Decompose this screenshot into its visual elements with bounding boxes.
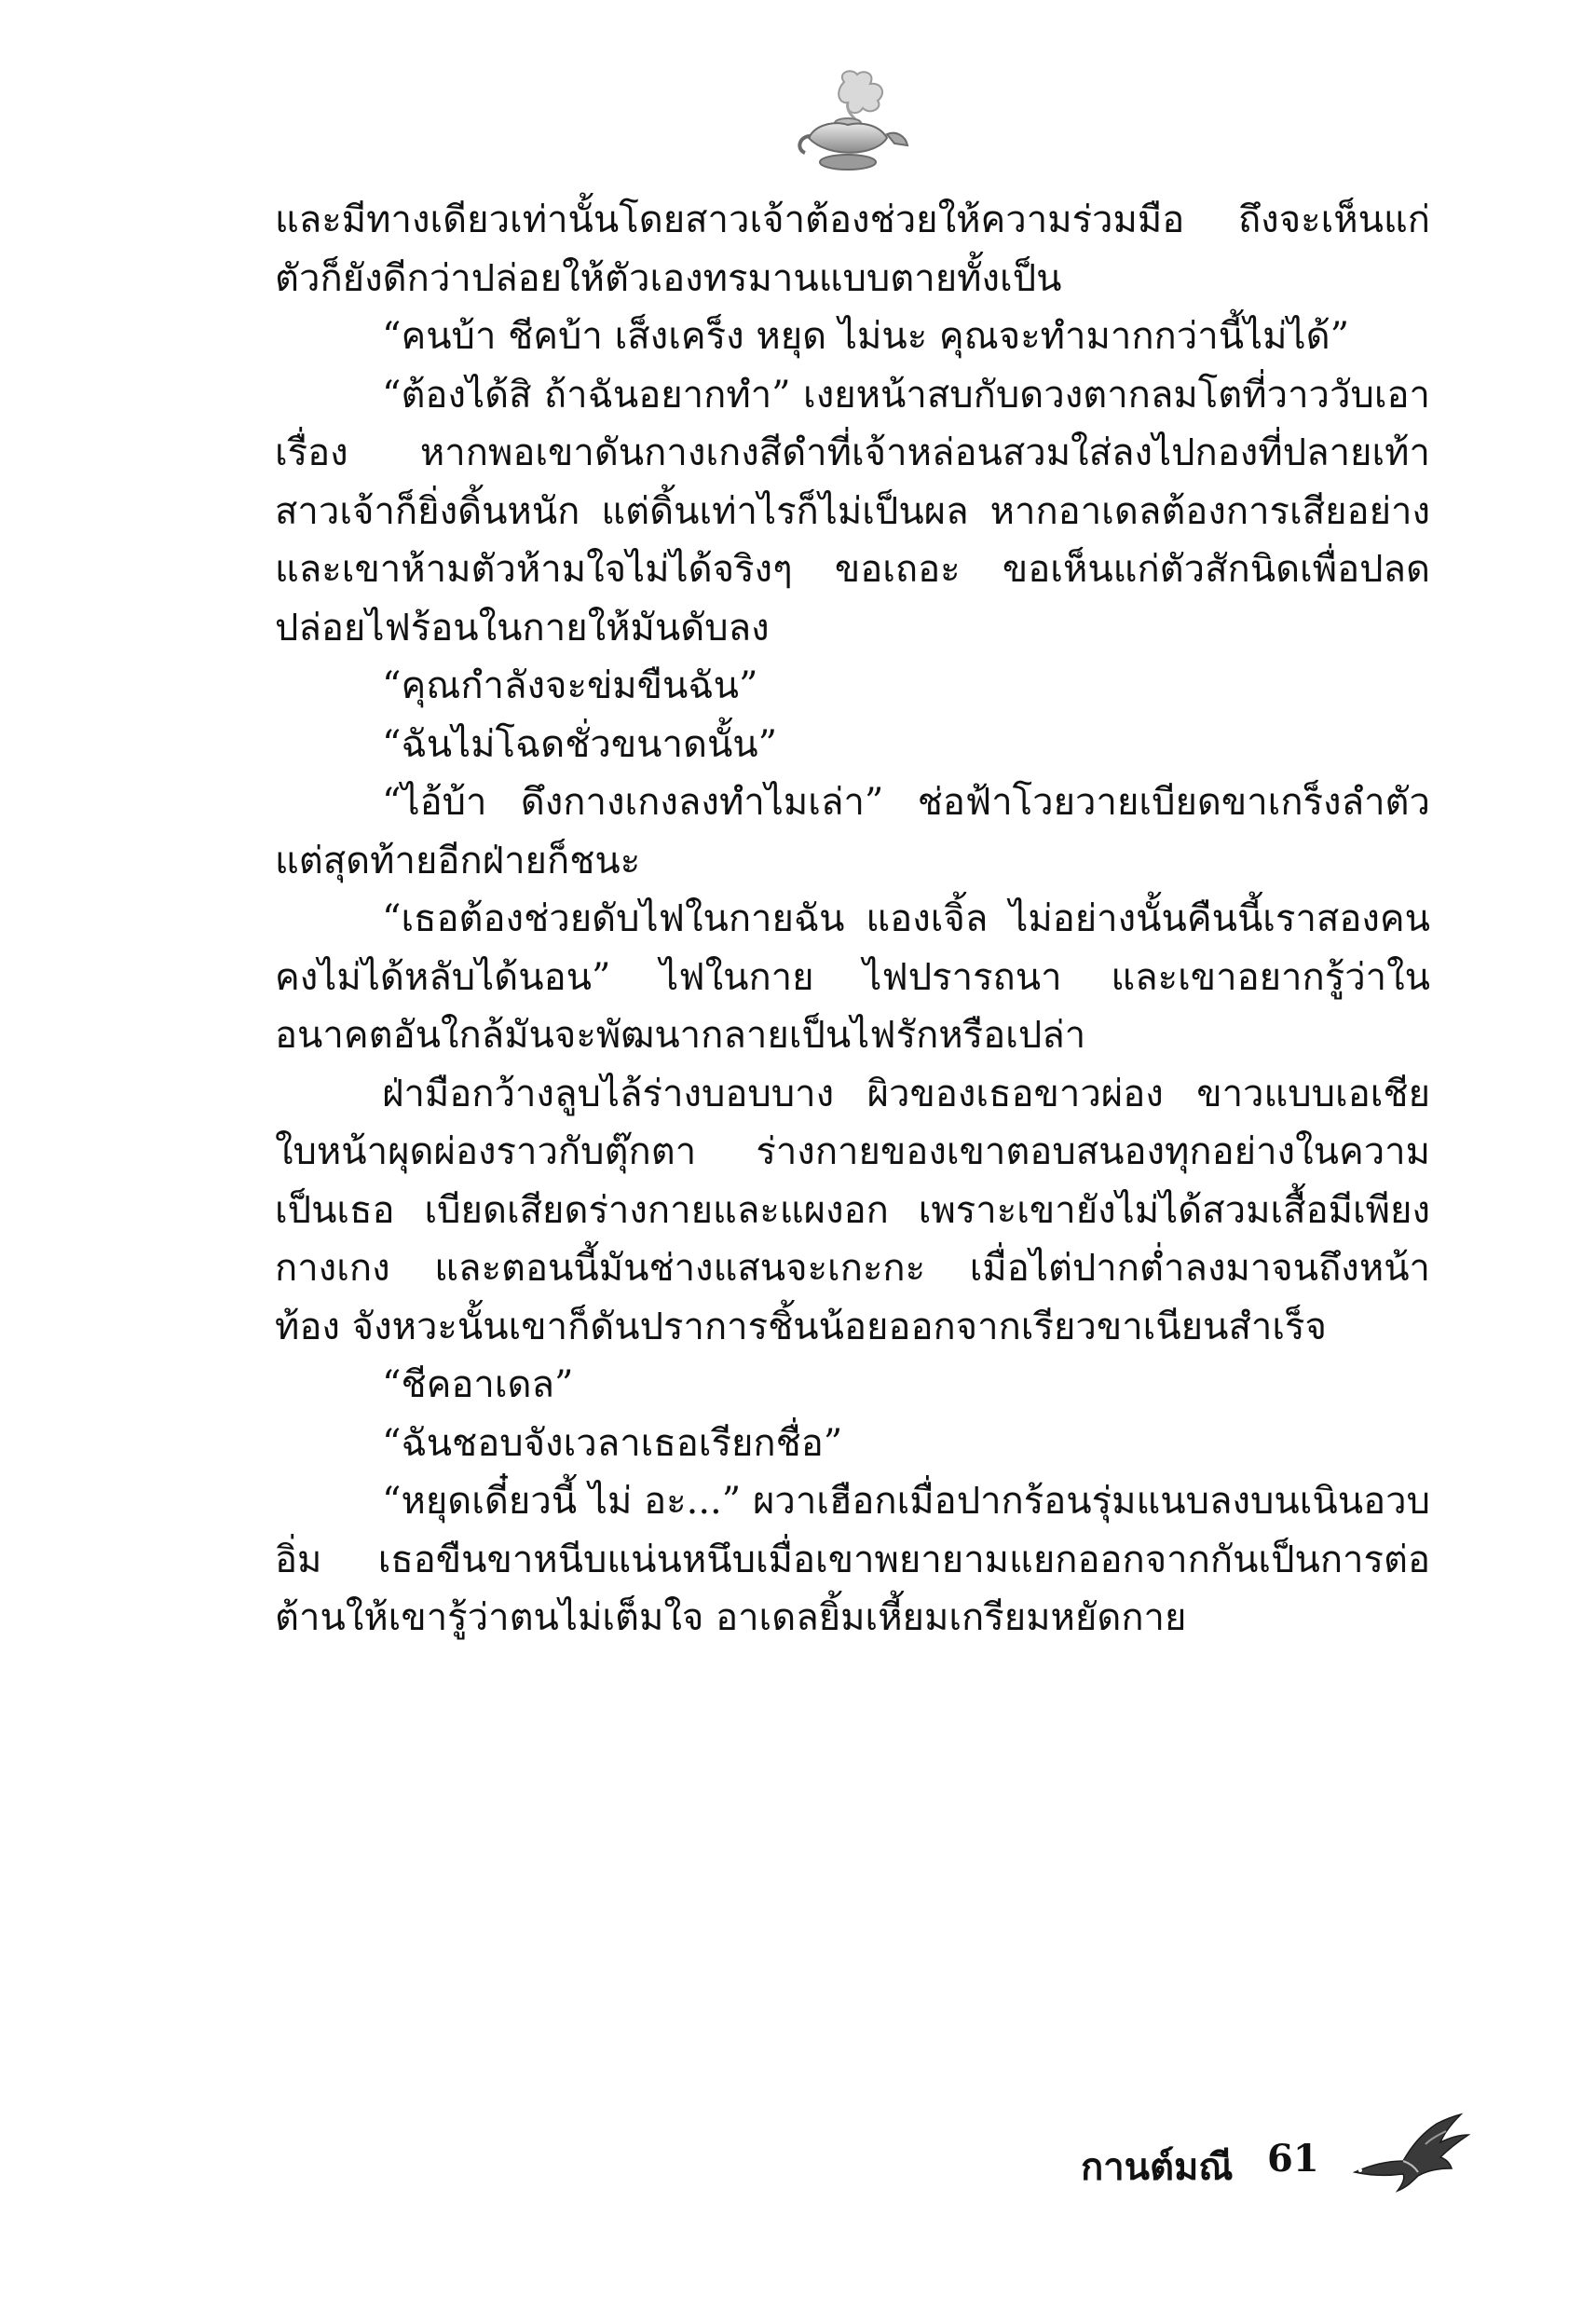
page-number: 61	[1267, 2137, 1319, 2181]
eagle-icon	[1351, 2111, 1472, 2204]
body-text	[275, 191, 1430, 1648]
paragraph: “คนบ้า ชีคบ้า เส็งเคร็ง หยุด ไม่นะ คุณจะทำมากกว่านี้ไม่ได้”	[382, 315, 1350, 358]
paragraph: “ไอ้บ้า ดึงกางเกงลงทำไมเล่า” ช่อฟ้าโวยวายเบียดขาเกร็งลำตัวแต่สุดท้ายอีกฝ่ายก็ชนะ	[275, 781, 1430, 882]
author-name: กานต์มณี	[1081, 2145, 1234, 2189]
paragraph: “เธอต้องช่วยดับไฟในกายฉัน แองเจิ้ล ไม่อย่างนั้นคืนนี้เราสองคนคงไม่ได้หลับได้นอน” ไฟในกาย ไฟปรารถนา และเขาอยากรู้ว่าในอนาคตอันใกล้มันจะพัฒนากลายเป็นไฟรักหรือเปล่า	[275, 897, 1430, 1057]
paragraph: และมีทางเดียวเท่านั้นโดยสาวเจ้าต้องช่วยให้ความร่วมมือ ถึงจะเห็นแก่ตัวก็ยังดีกว่าปล่อยให้ตัวเองทรมานแบบตายทั้งเป็น	[275, 198, 1430, 300]
paragraph: “ฉันชอบจังเวลาเธอเรียกชื่อ”	[382, 1421, 843, 1465]
paragraph: “คุณกำลังจะข่มขืนฉัน”	[382, 664, 758, 707]
paragraph: “หยุดเดี๋ยวนี้ ไม่ อะ...” ผวาเฮือกเมื่อปากร้อนรุ่มแนบลงบนเนินอวบอิ่ม เธอขืนขาหนีบแน่นหนึบเมื่อเขาพยายามแยกออกจากกันเป็นการต่อต้านให้เขารู้ว่าตนไม่เต็มใจ อาเดลยิ้มเหี้ยมเกรียมหยัดกาย	[275, 1480, 1430, 1639]
paragraph: “ต้องได้สิ ถ้าฉันอยากทำ” เงยหน้าสบกับดวงตากลมโตที่วาววับเอาเรื่อง หากพอเขาดันกางเกงสีดำที่เจ้าหล่อนสวมใส่ลงไปกองที่ปลายเท้า สาวเจ้าก็ยิ่งดิ้นหนัก แต่ดิ้นเท่าไรก็ไม่เป็นผล หากอาเดลต้องการเสียอย่าง และเขาห้ามตัวห้ามใจไม่ได้จริงๆ ขอเถอะ ขอเห็นแก่ตัวสักนิดเพื่อปลดปล่อยไฟร้อนในกายให้มันดับลง	[275, 373, 1430, 650]
genie-lamp-icon	[790, 65, 911, 186]
paragraph: “ชีคอาเดล”	[382, 1363, 574, 1406]
page-footer	[1081, 2111, 1472, 2213]
paragraph: “ฉันไม่โฉดชั่วขนาดนั้น”	[382, 722, 778, 766]
paragraph: ฝ่ามือกว้างลูบไล้ร่างบอบบาง ผิวของเธอขาวผ่อง ขาวแบบเอเชียใบหน้าผุดผ่องราวกับตุ๊กตา ร่างกายของเขาตอบสนองทุกอย่างในความเป็นเธอ เบียดเสียดร่างกายและแผงอก เพราะเขายังไม่ได้สวมเสื้อมีเพียงกางเกง และตอนนี้มันช่างแสนจะเกะกะ เมื่อไต่ปากต่ำลงมาจนถึงหน้าท้อง จังหวะนั้นเขาก็ดันปราการชิ้นน้อยออกจากเรียวขาเนียนสำเร็จ	[275, 1072, 1430, 1348]
